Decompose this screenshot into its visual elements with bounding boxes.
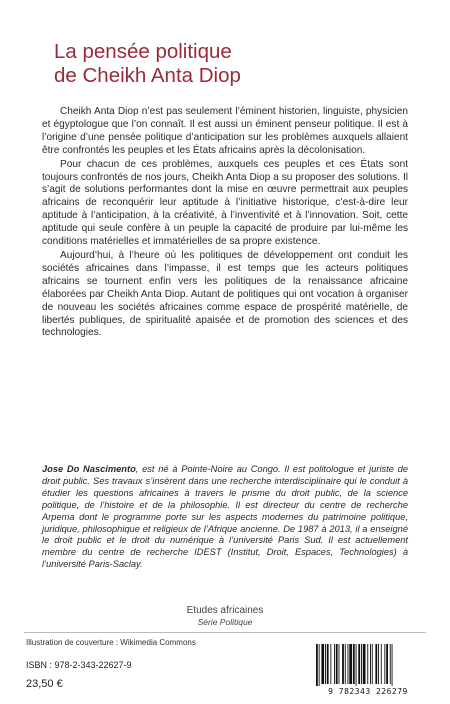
back-cover-blurb (42, 106, 408, 341)
barcode-bars-icon (314, 644, 422, 686)
blurb-paragraph-2: Pour chacun de ces problèmes, auxquels ces peuples et ces États sont toujours confrontés de nos jours, Cheikh Anta Diop a su proposer des solutions. Il s’agit de solutions performantes dont la mise en œuvre permettrait aux peuples africains de reconquérir leur aptitude à l’initiative historique, c’est-à-dire leur aptitude à l’anticipation, à la créativité, à l’inventivité et à l’innovation. Soit, cette aptitude qui seule confère à un peuple la capacité de produire par lui-même les conditions matérielles et immatérielles de sa propre existence. (42, 158, 408, 248)
book-title-line-2: de Cheikh Anta Diop (54, 64, 241, 87)
price: 23,50 € (26, 678, 63, 690)
collection-block (0, 604, 450, 628)
author-bio-text: , est né à Pointe-Noire au Congo. Il est politologue et juriste de droit public. Ses travaux s’insèrent dans une recherche interdisciplinaire qui le conduit à étudier les questions africaines à travers le prisme du droit public, de la science politique, de l’histoire et de la philosophie. Il est directeur du centre de recherche Arpema dont le programme porte sur les aspects modernes du patrimoine politique, juridique, philosophique et religieux de l’Afrique ancienne. De 1987 à 2013, il a enseigné le droit public et le droit du numérique à l’université Paris Sud. Il est actuellement membre du centre de recherche IDEST (Institut, Droit, Espaces, Technologies) à l’université Paris-Saclay. (42, 464, 409, 570)
cover-illustration-credit: Illustration de couverture : Wikimedia Commons (26, 638, 196, 647)
collection-name: Etudes africaines (186, 605, 264, 616)
blurb-paragraph-3: Aujourd’hui, à l’heure où les politiques de développement ont conduit les sociétés africaines dans l’impasse, il est temps que les acteurs politiques africains se tournent enfin vers les politiques de la renaissance africaine élaborées par Cheikh Anta Diop. Autant de politiques qui ont vocation à organiser de nouveau les sociétés africaines comme espace de prospérité matérielle, de libertés publiques, de spiritualité apaisée et de promotion des sciences et des technologies. (42, 249, 408, 339)
author-bio (42, 464, 408, 571)
isbn: ISBN : 978-2-343-22627-9 (26, 660, 132, 670)
book-title-line-1: La pensée politique (54, 40, 232, 63)
barcode-digits: 9 782343 226279 (328, 687, 408, 696)
author-name: Jose Do Nascimento (42, 464, 136, 474)
collection-series: Série Politique (197, 617, 253, 627)
blurb-paragraph-1: Cheikh Anta Diop n’est pas seulement l’éminent historien, linguiste, physicien et égyptologue que l’on connaît. Il est aussi un éminent penseur politique. Il est à l’origine d’une pensée politique d’anticipation sur les problèmes auxquels allaient être confrontés les peuples et les États africains après la décolonisation. (42, 106, 408, 156)
book-title (54, 40, 414, 88)
barcode (310, 641, 426, 700)
footer-divider (24, 632, 426, 633)
